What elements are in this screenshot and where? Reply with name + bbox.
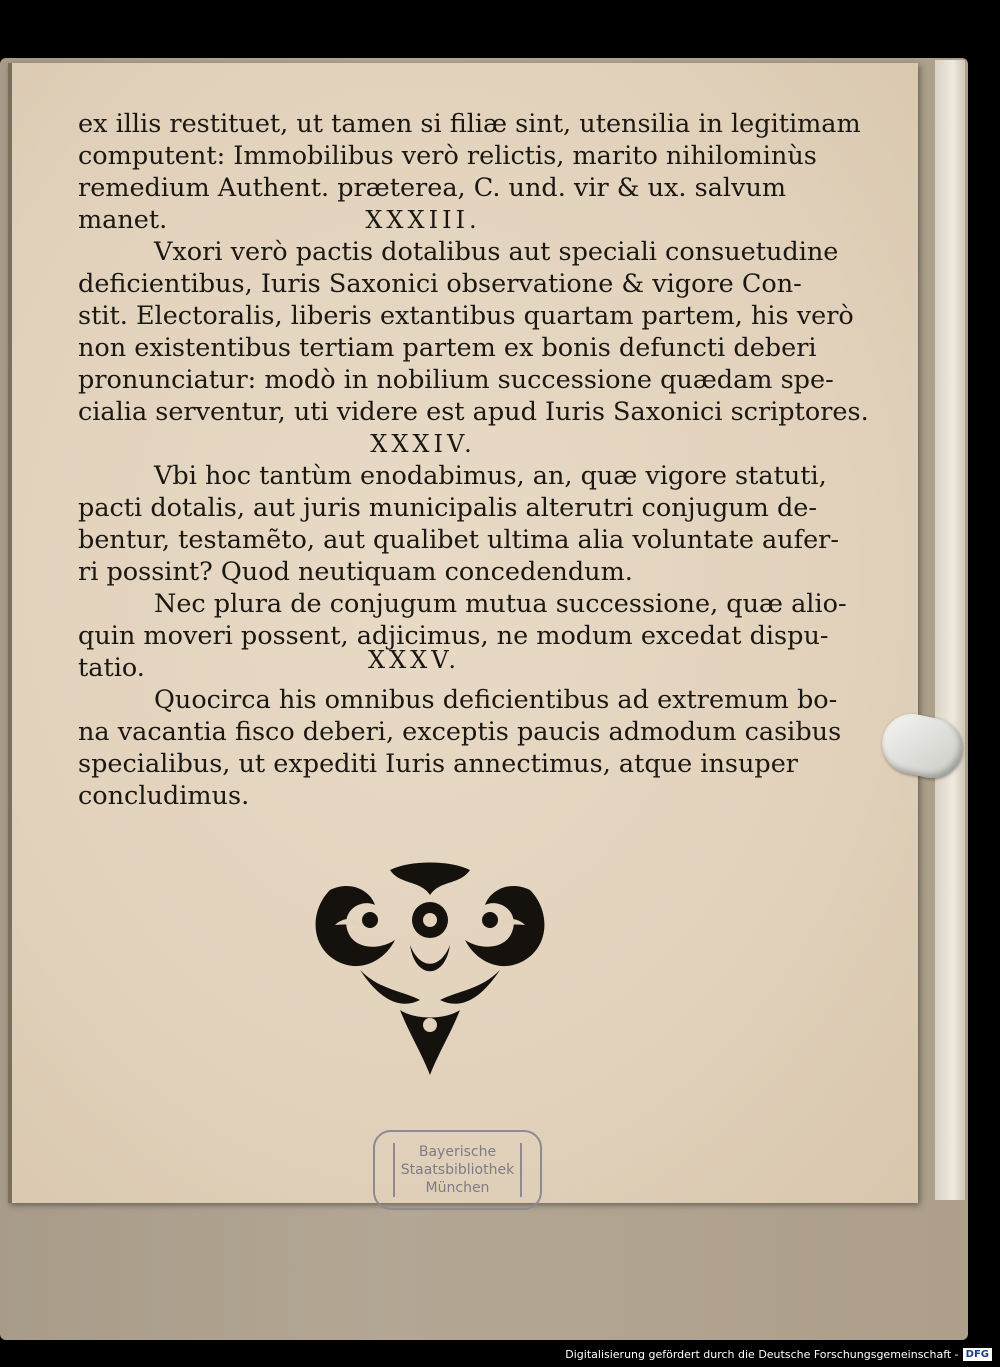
text-line: stit. Electoralis, liberis extantibus quartam partem, his verò bbox=[78, 301, 854, 331]
text-line: remedium Authent. præterea, C. und. vir & ux. salvum bbox=[78, 173, 787, 203]
section-heading-33: XXXIII. bbox=[365, 206, 481, 234]
page-edges bbox=[935, 60, 965, 1200]
text-line: manet. bbox=[78, 205, 168, 235]
dfg-logo: DFG bbox=[963, 1348, 992, 1361]
text-line: ex illis restituet, ut tamen si filiæ sint, utensilia in legitimam bbox=[78, 109, 861, 139]
section-heading-34: XXXIV. bbox=[370, 430, 476, 458]
text-line: na vacantia fisco deberi, exceptis paucis admodum casibus bbox=[78, 717, 842, 747]
footer-text: Digitalisierung gefördert durch die Deutsche Forschungsgemeinschaft - bbox=[565, 1348, 959, 1361]
text-line: ri possint? Quod neutiquam concedendum. bbox=[78, 557, 633, 587]
text-line: computent: Immobilibus verò relictis, marito nihilominùs bbox=[78, 141, 817, 171]
text-line: deficientibus, Iuris Saxonici observatione & vigore Con- bbox=[78, 269, 802, 299]
page-text bbox=[78, 108, 869, 812]
text-line: cialia serventur, uti videre est apud Iuris Saxonici scriptores. bbox=[78, 397, 869, 427]
text-line: Vxori verò pactis dotalibus aut speciali consuetudine bbox=[154, 237, 839, 267]
stamp-line: Bayerische bbox=[418, 1144, 497, 1160]
text-line: non existentibus tertiam partem ex bonis defuncti deberi bbox=[78, 333, 817, 363]
stamp-line: Staatsbibliothek bbox=[400, 1162, 515, 1178]
library-stamp bbox=[373, 1130, 542, 1210]
text-line: Nec plura de conjugum mutua successione, quæ alio- bbox=[154, 589, 847, 619]
text-line: Quocirca his omnibus deficientibus ad extremum bo- bbox=[154, 685, 838, 715]
stamp-line: München bbox=[425, 1180, 490, 1196]
page-gutter bbox=[8, 63, 12, 1203]
text-line: concludimus. bbox=[78, 781, 250, 811]
floral-ornament bbox=[300, 850, 560, 1080]
text-line: tatio. bbox=[78, 653, 145, 683]
text-line: pacti dotalis, aut juris municipalis alterutri conjugum de- bbox=[78, 493, 818, 523]
footer-credit bbox=[565, 1348, 992, 1361]
text-line: specialibus, ut expediti Iuris annectimus, atque insuper bbox=[78, 749, 798, 779]
text-line: quin moveri possent, adjicimus, ne modum excedat dispu- bbox=[78, 621, 829, 651]
text-line: Vbi hoc tantùm enodabimus, an, quæ vigore statuti, bbox=[154, 461, 827, 491]
section-heading-35: XXXV. bbox=[368, 646, 461, 674]
text-line: bentur, testamẽto, aut qualibet ultima alia voluntate aufer- bbox=[78, 525, 839, 555]
text-line: pronunciatur: modò in nobilium successione quædam spe- bbox=[78, 365, 834, 395]
